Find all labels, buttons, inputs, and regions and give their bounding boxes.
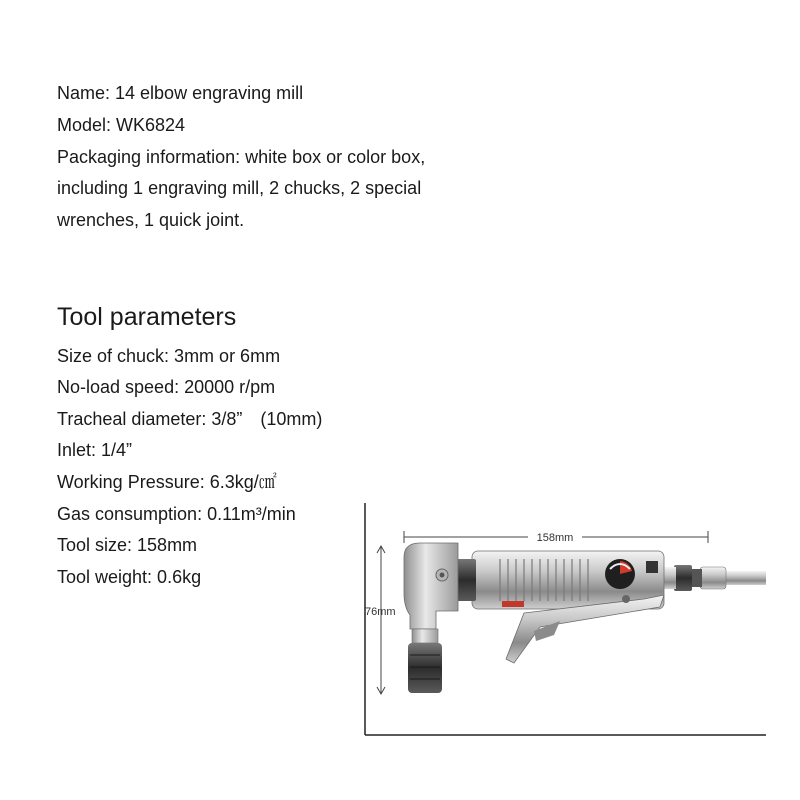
param-inlet: Inlet: 1/4” bbox=[57, 440, 133, 460]
air-inlet-nut bbox=[674, 565, 692, 591]
height-dimension-line bbox=[377, 546, 385, 694]
chuck-collar bbox=[412, 629, 438, 643]
engraving-mill-illustration bbox=[404, 543, 766, 693]
air-hose bbox=[724, 571, 766, 585]
width-dimension-label: 158mm bbox=[536, 532, 574, 544]
quick-joint bbox=[700, 567, 726, 589]
elbow-head bbox=[404, 543, 458, 629]
product-model: Model: WK6824 bbox=[57, 115, 186, 135]
chuck bbox=[408, 643, 442, 693]
tool-dimension-figure bbox=[364, 503, 766, 736]
param-chuck-size: Size of chuck: 3mm or 6mm bbox=[57, 346, 281, 366]
param-tracheal-diameter: Tracheal diameter: 3/8” (10mm) bbox=[57, 409, 323, 429]
height-dimension-label: 76mm bbox=[365, 606, 396, 618]
param-tool-weight: Tool weight: 0.6kg bbox=[57, 567, 202, 587]
param-no-load-speed: No-load speed: 20000 r/pm bbox=[57, 377, 276, 397]
param-tool-size: Tool size: 158mm bbox=[57, 535, 198, 555]
tool-parameters-heading: Tool parameters bbox=[57, 303, 237, 331]
warning-label bbox=[502, 601, 524, 607]
packaging-info-line-3: wrenches, 1 quick joint. bbox=[57, 210, 245, 230]
product-name: Name: 14 elbow engraving mill bbox=[57, 83, 304, 103]
front-nut bbox=[456, 559, 476, 601]
packaging-info-line-1: Packaging information: white box or color box, bbox=[57, 147, 426, 167]
param-working-pressure: Working Pressure: 6.3kg/㎠ bbox=[57, 472, 277, 492]
packaging-info-line-2: including 1 engraving mill, 2 chucks, 2 special bbox=[57, 178, 422, 198]
param-gas-consumption: Gas consumption: 0.11m³/min bbox=[57, 504, 296, 524]
